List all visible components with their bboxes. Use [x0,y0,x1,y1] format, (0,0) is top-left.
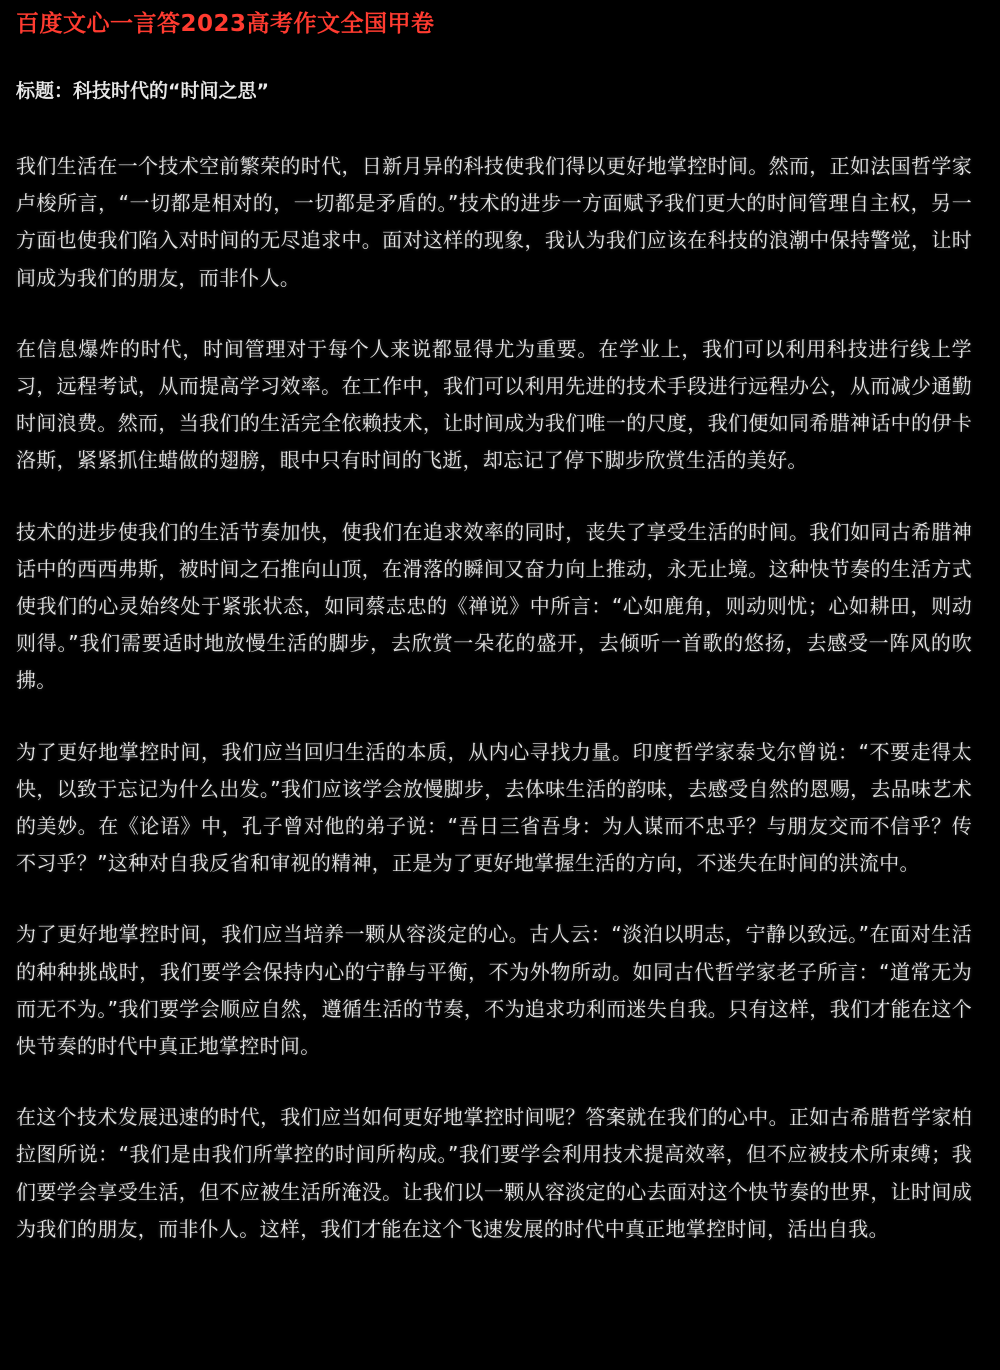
paragraph-6: 在这个技术发展迅速的时代，我们应当如何更好地掌控时间呢？答案就在我们的心中。正如古希腊哲学家柏拉图所说：“我们是由我们所掌控的时间所构成。”我们要学会利用技术提高效率，但不应被技术所束缚；我们要学会享受生活，但不应被生活所淹没。让我们以一颗从容淡定的心去面对这个快节奏的世界，让时间成为我们的朋友，而非仆人。这样，我们才能在这个飞速发展的时代中真正地掌控时间，活出自我。 [16,1105,972,1241]
paragraph-1: 我们生活在一个技术空前繁荣的时代，日新月异的科技使我们得以更好地掌控时间。然而，正如法国哲学家卢梭所言，“一切都是相对的，一切都是矛盾的。”技术的进步一方面赋予我们更大的时间管理自主权，另一方面也使我们陷入对时间的无尽追求中。面对这样的现象，我认为我们应该在科技的浪潮中保持警觉，让时间成为我们的朋友，而非仆人。 [16,154,972,290]
paragraph-4: 为了更好地掌控时间，我们应当回归生活的本质，从内心寻找力量。印度哲学家泰戈尔曾说：“不要走得太快，以致于忘记为什么出发。”我们应该学会放慢脚步，去体味生活的韵味，去感受自然的恩赐，去品味艺术的美妙。在《论语》中，孔子曾对他的弟子说：“吾日三省吾身：为人谋而不忠乎？与朋友交而不信乎？传不习乎？”这种对自我反省和审视的精神，正是为了更好地掌握生活的方向，不迷失在时间的洪流中。 [16,739,972,876]
paragraph-2: 在信息爆炸的时代，时间管理对于每个人来说都显得尤为重要。在学业上，我们可以利用科技进行线上学习，远程考试，从而提高学习效率。在工作中，我们可以利用先进的技术手段进行远程办公，从而减少通勤时间浪费。然而，当我们的生活完全依赖技术，让时间成为我们唯一的尺度，我们便如同希腊神话中的伊卡洛斯，紧紧抓住蜡做的翅膀，眼中只有时间的飞逝，却忘记了停下脚步欣赏生活的美好。 [16,336,972,473]
document-title: 百度文心一言答2023高考作文全国甲卷 [16,11,435,37]
paragraph-5: 为了更好地掌控时间，我们应当培养一颗从容淡定的心。古人云：“淡泊以明志，宁静以致远。”在面对生活的种种挑战时，我们要学会保持内心的宁静与平衡，不为外物所动。如同古代哲学家老子所言：“道常无为而无不为。”我们要学会顺应自然，遵循生活的节奏，不为追求功利而迷失自我。只有这样，我们才能在这个快节奏的时代中真正地掌控时间。 [16,922,972,1059]
paragraph-3: 技术的进步使我们的生活节奏加快，使我们在追求效率的同时，丧失了享受生活的时间。我们如同古希腊神话中的西西弗斯，被时间之石推向山顶，在滑落的瞬间又奋力向上推动，永无止境。这种快节奏的生活方式使我们的心灵始终处于紧张状态，如同蔡志忠的《禅说》中所言：“心如鹿角，则动则忧；心如耕田，则动则得。”我们需要适时地放慢生活的脚步，去欣赏一朵花的盛开，去倾听一首歌的悠扬，去感受一阵风的吹拂。 [16,519,972,693]
essay-heading: 标题：科技时代的“时间之思” [16,80,269,102]
